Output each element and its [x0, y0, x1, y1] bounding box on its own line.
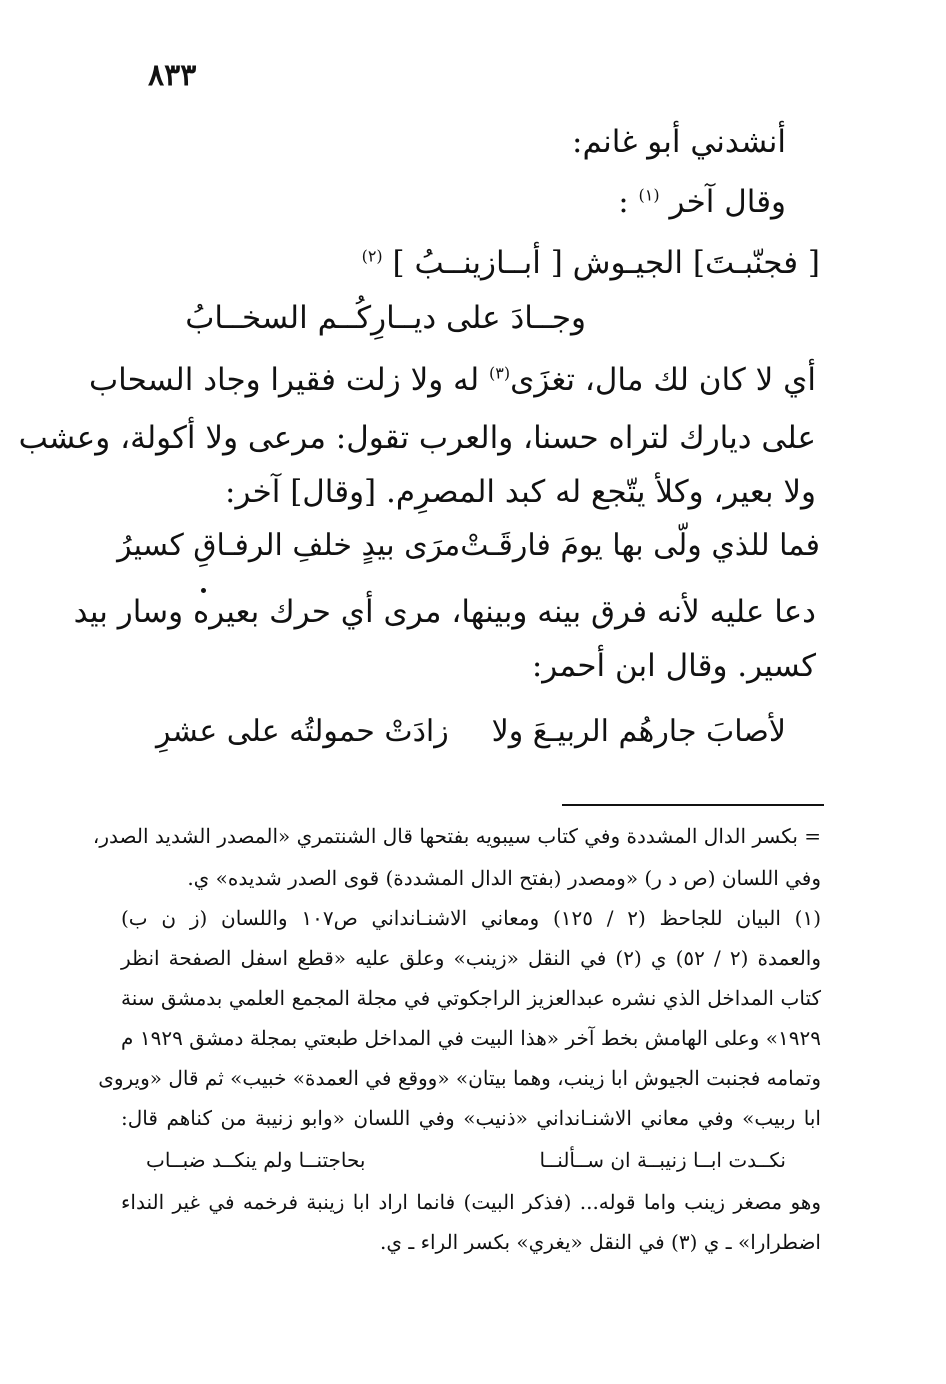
footnote-line: كتاب المداخل الذي نشره عبدالعزيز الراجكوتي في مجلة المجمع العلمي بدمشق سنة: [121, 986, 821, 1010]
verse-second-hemistich: مرَى بيدٍ خلفِ الرفـاقِ كسيرُ: [117, 528, 461, 563]
footnote-line: والعمدة (٢ / ٥٢) ي (٢) في النقل «زينب» وعلق عليه «قطع اسفل الصفحة انظر: [121, 946, 822, 970]
footnote-ref[interactable]: (٢): [361, 246, 383, 266]
verse: [117, 528, 820, 563]
verse: [156, 714, 786, 749]
line-text: أي لا كان لك مال، تغزَى: [510, 362, 816, 398]
footnote-line: = بكسر الدال المشددة وفي كتاب سيبويه بفتحها قال الشنتمري «المصدر الشديد الصدر،: [92, 824, 821, 848]
verse-first-hemistich: نكــدت ابــا زنيبــة ان ســألنــا: [539, 1148, 786, 1172]
footnote-separator: [562, 804, 824, 806]
verse-second-hemistich: بحاجتنــا ولم ينكــد ضبــاب: [146, 1148, 366, 1172]
body-line: كسير. وقال ابن أحمر:: [531, 648, 816, 684]
verse-first-hemistich: لأصابَ جارهُم الربيـعَ ولا: [491, 714, 786, 749]
verse-second-hemistich: زادَتْ حمولتُه على عشرِ: [156, 714, 449, 749]
verse-second-hemistich: وجــادَ على ديــارِكُــم السخــابُ: [185, 300, 586, 336]
ink-dot: [201, 588, 206, 593]
footnote-line: وتمامه فجنبت الجيوش ابا زينب، وهما بيتان» «ووقع في العمدة» خبيب» ثم قال «ويروى: [98, 1066, 821, 1090]
line-text: له ولا زلت فقيرا وجاد السحاب: [88, 362, 480, 398]
line-text: :: [618, 184, 629, 220]
verse-first-hemistich: [362, 245, 820, 281]
body-line: [618, 184, 786, 220]
body-line: دعا عليه لأنه فرق بينه وبينها، مرى أي حرك بعيره وسار بيد: [73, 594, 816, 630]
body-line: على ديارك لتراه حسنا، والعرب تقول: مرعى ولا أكولة، وعشب: [18, 420, 816, 456]
footnote-ref[interactable]: (٣): [489, 363, 511, 383]
verse-text: [ فجنّبـتَ] الجيـوش [ أبــازينــبُ ]: [392, 245, 820, 281]
footnote-line: ابا ربيب» وفي معاني الاشنـانداني «ذنيب» وفي اللسان «وابو زنيبة من كناهم قال:: [121, 1106, 821, 1130]
verse-first-hemistich: فما للذي ولّى بها يومَ فارقَـتْ: [460, 528, 820, 563]
footnote-line: اضطرارا» ـ ي (٣) في النقل «يغري» بكسر الراء ـ ي.: [379, 1230, 821, 1254]
body-line: ولا بعير، وكلأ يتّجع له كبد المصرِم. [وقال] آخر:: [225, 474, 816, 510]
line-text: وقال آخر: [669, 184, 786, 220]
body-line: أنشدني أبو غانم:: [572, 124, 786, 160]
footnote-verse: [146, 1148, 786, 1172]
footnote-line: وفي اللسان (ص د ر) «ومصدر (بفتح الدال المشددة) قوى الصدر شديده» ي.: [187, 866, 821, 890]
footnote-ref[interactable]: (١): [638, 185, 660, 205]
footnote-line: ١٩٢٩» وعلى الهامش بخط آخر «هذا البيت في المداخل طبعتي بمجلة دمشق ١٩٢٩ م: [121, 1026, 821, 1050]
footnote-line: (١) البيان للجاحظ (٢ / ١٢٥) ومعاني الاشنـانداني ص١٠٧ واللسان (ز ن ب): [121, 906, 821, 930]
page-number: ٨٣٣: [148, 58, 197, 93]
footnote-line: وهو مصغر زينب واما قوله... (فذكر البيت) فانما اراد ابا زينبة فرخمه في غير النداء: [121, 1190, 822, 1214]
body-line: [88, 362, 816, 398]
